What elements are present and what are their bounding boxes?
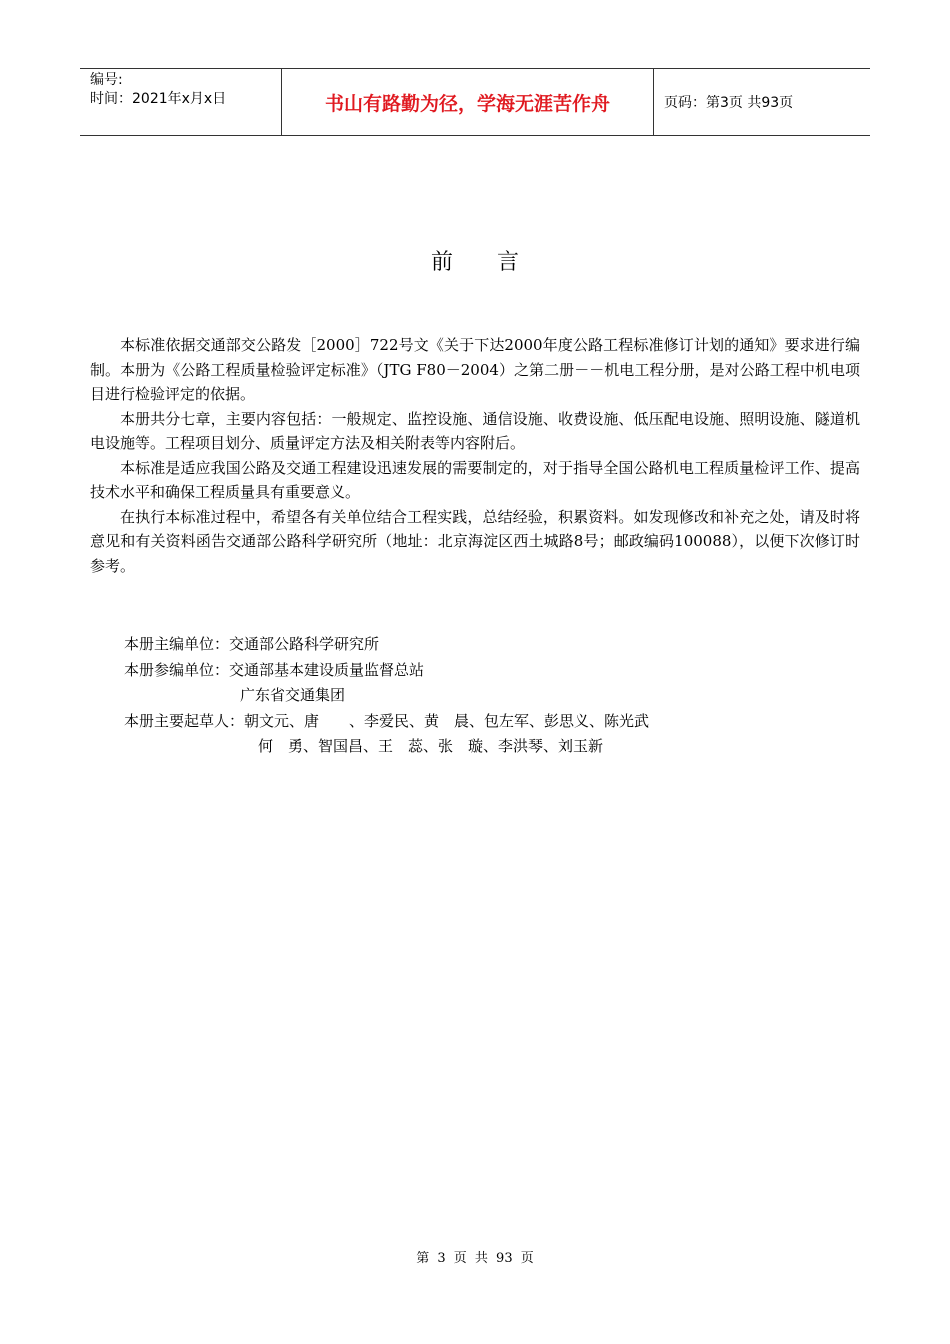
drafters: 何 勇、智国昌、王 蕊、张 璇、李洪琴、刘玉新	[258, 737, 604, 755]
header-page-info: 页码：第3页 共93页	[664, 95, 794, 111]
header-motto: 书山有路勤为径，学海无涯苦作舟	[282, 69, 654, 135]
page-header	[80, 68, 870, 136]
date-label: 时间：2021年x月x日	[90, 91, 227, 107]
preface-body	[90, 333, 860, 578]
paragraph: 本册共分七章，主要内容包括：一般规定、监控设施、通信设施、收费设施、低压配电设施、照明设施、隧道机电设施等。工程项目划分、质量评定方法及相关附表等内容附后。	[90, 409, 860, 452]
paragraph: 本标准是适应我国公路及交通工程建设迅速发展的需要制定的，对于指导全国公路机电工程质量检评工作、提高技术水平和确保工程质量具有重要意义。	[90, 458, 860, 501]
participating-unit: 本册参编单位：交通部基本建设质量监督总站	[124, 660, 425, 679]
page-footer: 第 3 页 共 93 页	[416, 1251, 534, 1266]
participating-unit: 广东省交通集团	[240, 686, 346, 704]
page-title: 前言	[430, 250, 563, 275]
paragraph: 本标准依据交通部交公路发［2000］722号文《关于下达2000年度公路工程标准修订计划的通知》要求进行编制。本册为《公路工程质量检验评定标准》（JTG F80－2004）之第二册－－机电工程分册，是对公路工程中机电项目进行检验评定的依据。	[90, 336, 860, 403]
number-label: 编号:	[90, 72, 123, 88]
paragraph: 在执行本标准过程中，希望各有关单位结合工程实践，总结经验，积累资料。如发现修改和补充之处，请及时将意见和有关资料函告交通部公路科学研究所（地址：北京海淀区西土城路8号；邮政编码100088），以便下次修订时参考。	[90, 507, 860, 575]
drafters: 本册主要起草人：朝文元、唐 、李爱民、黄 晨、包左军、彭思义、陈光武	[124, 711, 650, 730]
credits-block	[124, 632, 649, 760]
header-meta	[80, 69, 282, 135]
chief-unit: 本册主编单位：交通部公路科学研究所	[124, 635, 380, 653]
